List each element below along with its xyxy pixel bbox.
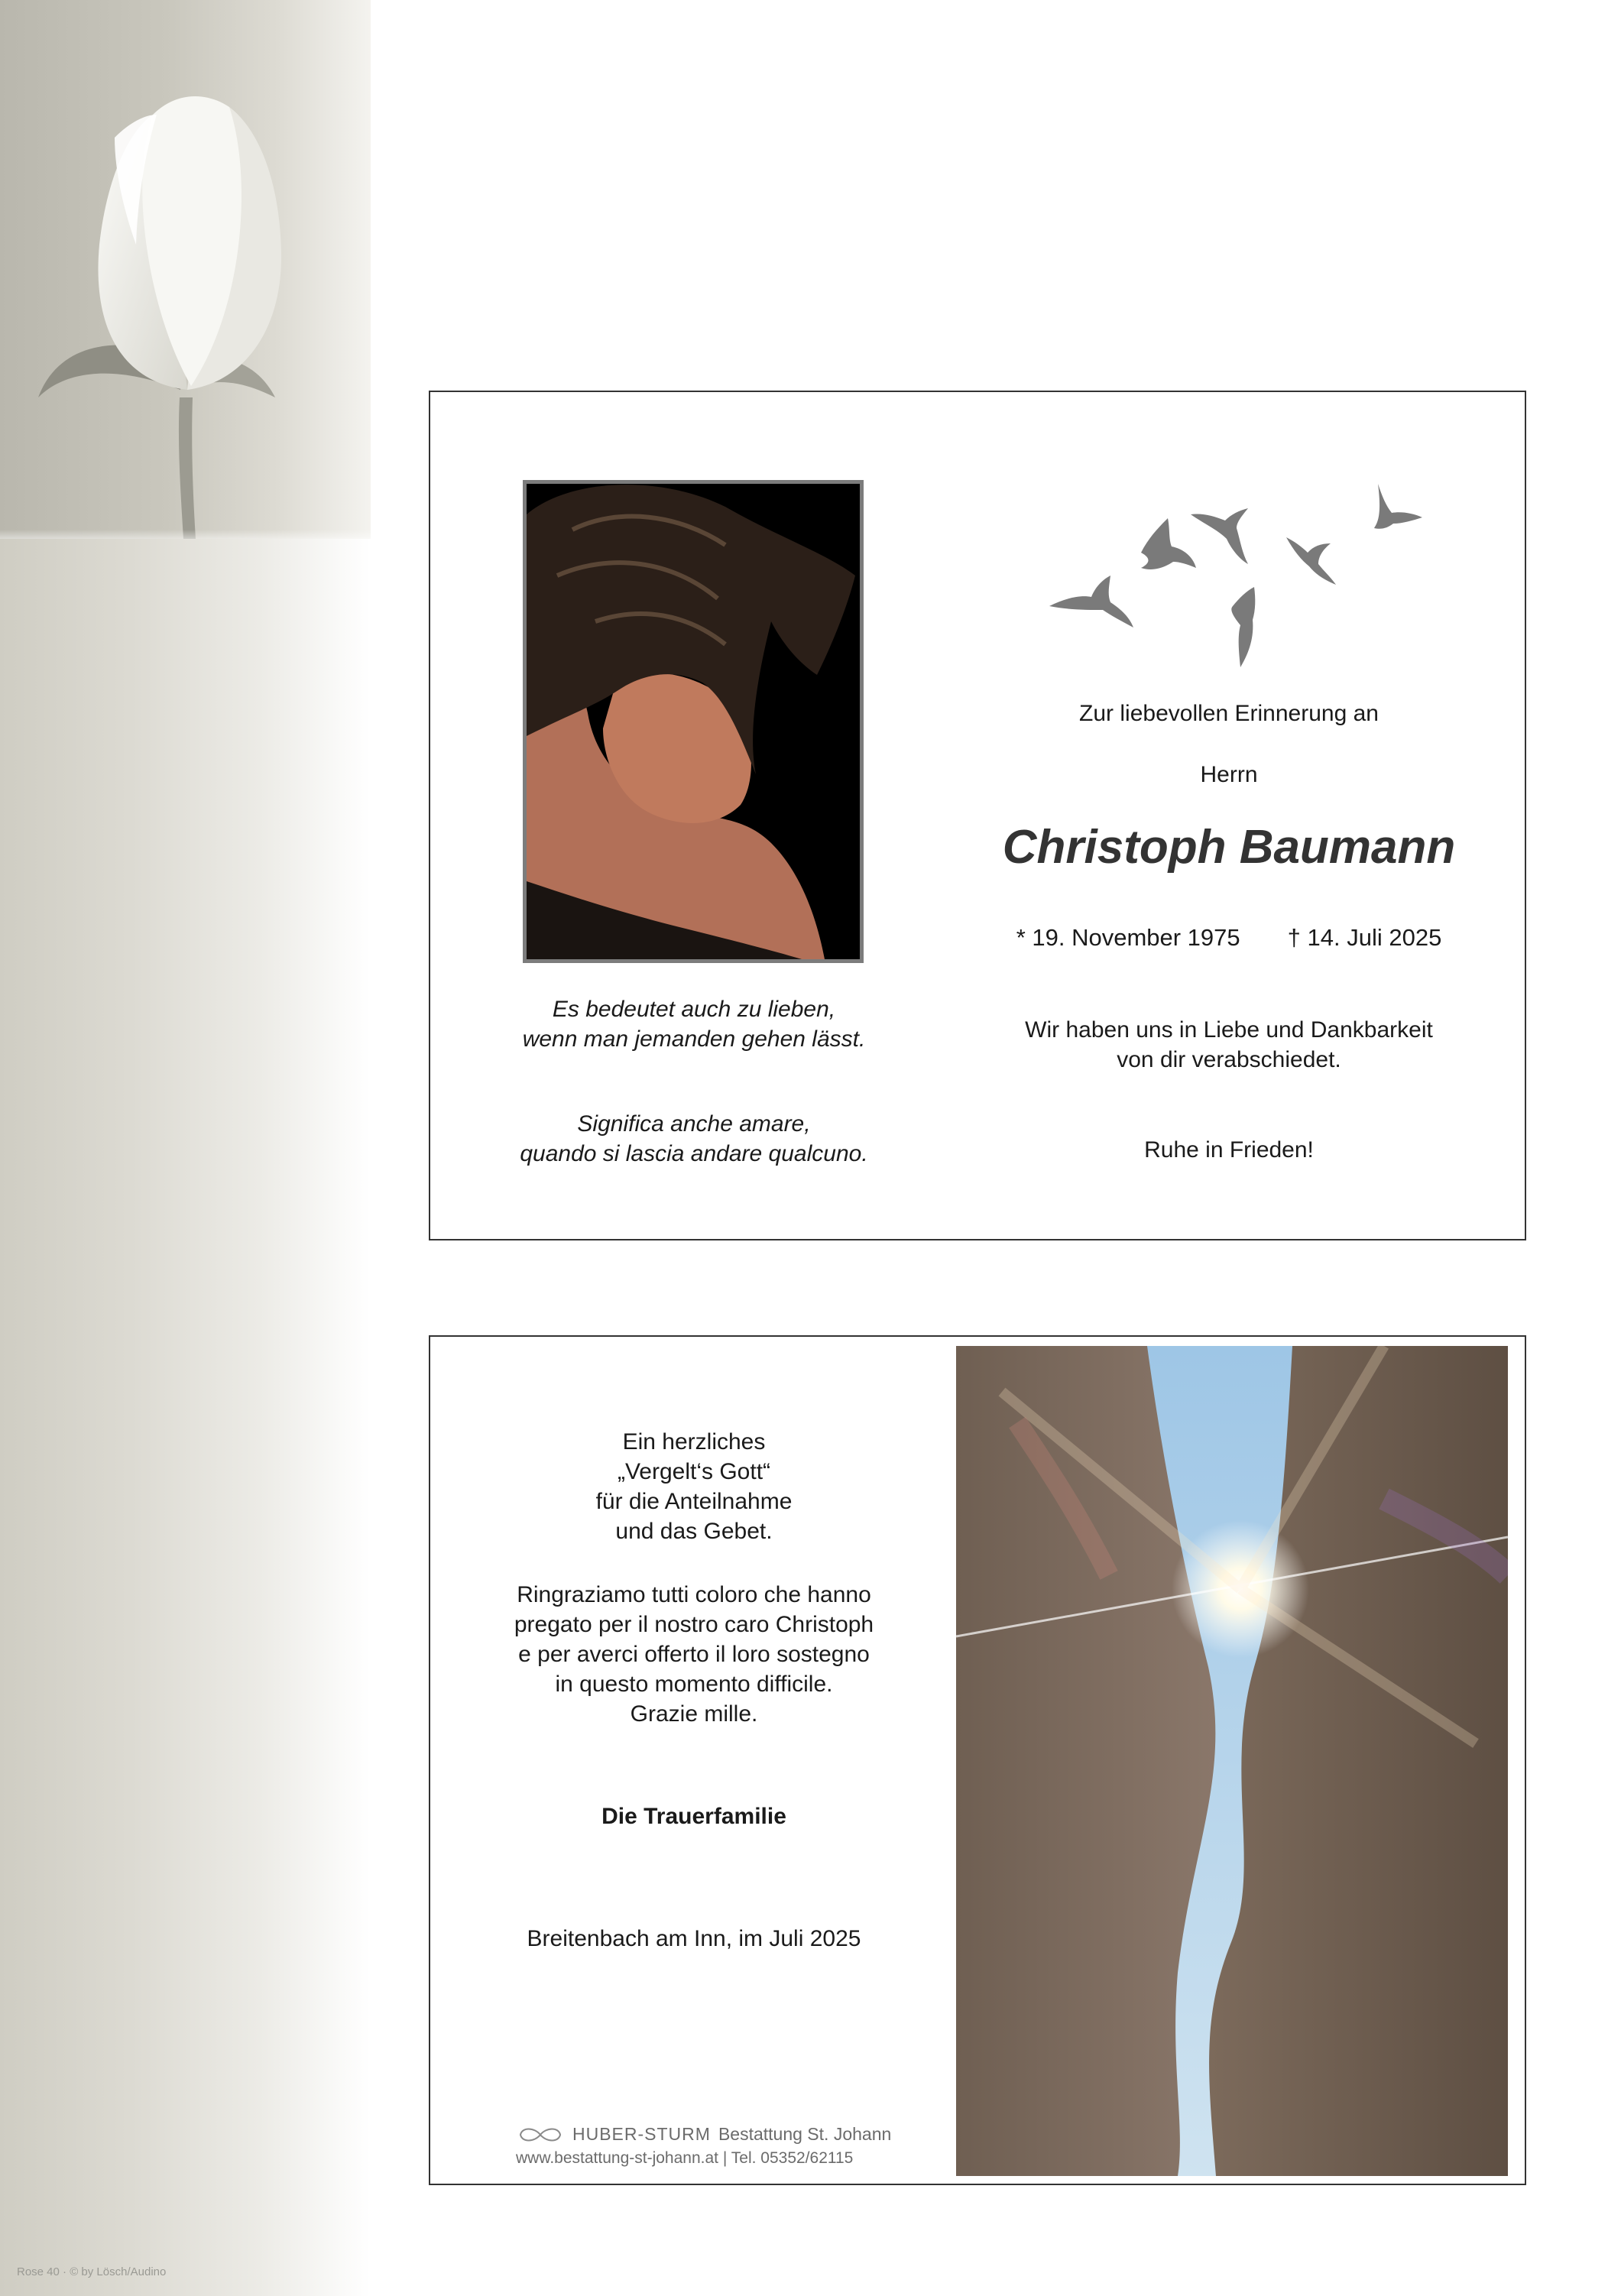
image-credit: Rose 40 · © by Lösch/Audino bbox=[17, 2265, 167, 2278]
obituary-card-back bbox=[429, 1335, 1526, 2185]
portrait-photo bbox=[523, 480, 864, 963]
logo-brand: HUBER-STURM bbox=[572, 2124, 711, 2144]
sidebar-background bbox=[0, 0, 371, 2296]
thanks-german: Ein herzliches „Vergelt‘s Gott“ für die Anteilnahme und das Gebet. bbox=[595, 1429, 793, 1544]
logo-tagline: Bestattung St. Johann bbox=[718, 2124, 892, 2144]
place-and-date: Breitenbach am Inn, im Juli 2025 bbox=[527, 1926, 861, 1951]
obituary-card-front bbox=[429, 391, 1526, 1240]
logo-phone: Tel. 05352/62115 bbox=[731, 2149, 854, 2167]
quote-italian: Significa anche amare, quando si lascia andare qualcuno. bbox=[520, 1111, 868, 1166]
farewell-text: Wir haben uns in Liebe und Dankbarkeit von dir verabschiedet. bbox=[1025, 1017, 1433, 1072]
funeral-home-logo bbox=[516, 2124, 913, 2168]
deceased-name: Christoph Baumann bbox=[1002, 821, 1456, 874]
logo-separator: | bbox=[722, 2149, 728, 2167]
canyon-photo bbox=[956, 1346, 1508, 2176]
thanks-italian: Ringraziamo tutti coloro che hanno pregato per il nostro caro Christoph e per averci offerto il loro sostegno in questo momento difficile. Grazie mille. bbox=[514, 1582, 874, 1727]
salutation: Herrn bbox=[1200, 762, 1258, 787]
rose-image bbox=[0, 0, 371, 539]
logo-website[interactable]: www.bestattung-st-johann.at bbox=[516, 2149, 718, 2167]
life-dates bbox=[958, 924, 1500, 952]
family-signature: Die Trauerfamilie bbox=[601, 1804, 786, 1829]
infinity-icon bbox=[516, 2125, 565, 2145]
intro-text: Zur liebevollen Erinnerung an bbox=[1079, 701, 1379, 726]
quote-german: Es bedeutet auch zu lieben, wenn man jemanden gehen lässt. bbox=[522, 997, 866, 1052]
birds-icon bbox=[996, 453, 1439, 683]
rest-in-peace: Ruhe in Frieden! bbox=[1144, 1137, 1314, 1163]
death-date: † 14. Juli 2025 bbox=[1287, 924, 1442, 951]
birth-date: * 19. November 1975 bbox=[1016, 924, 1240, 951]
rose-icon bbox=[0, 0, 371, 539]
